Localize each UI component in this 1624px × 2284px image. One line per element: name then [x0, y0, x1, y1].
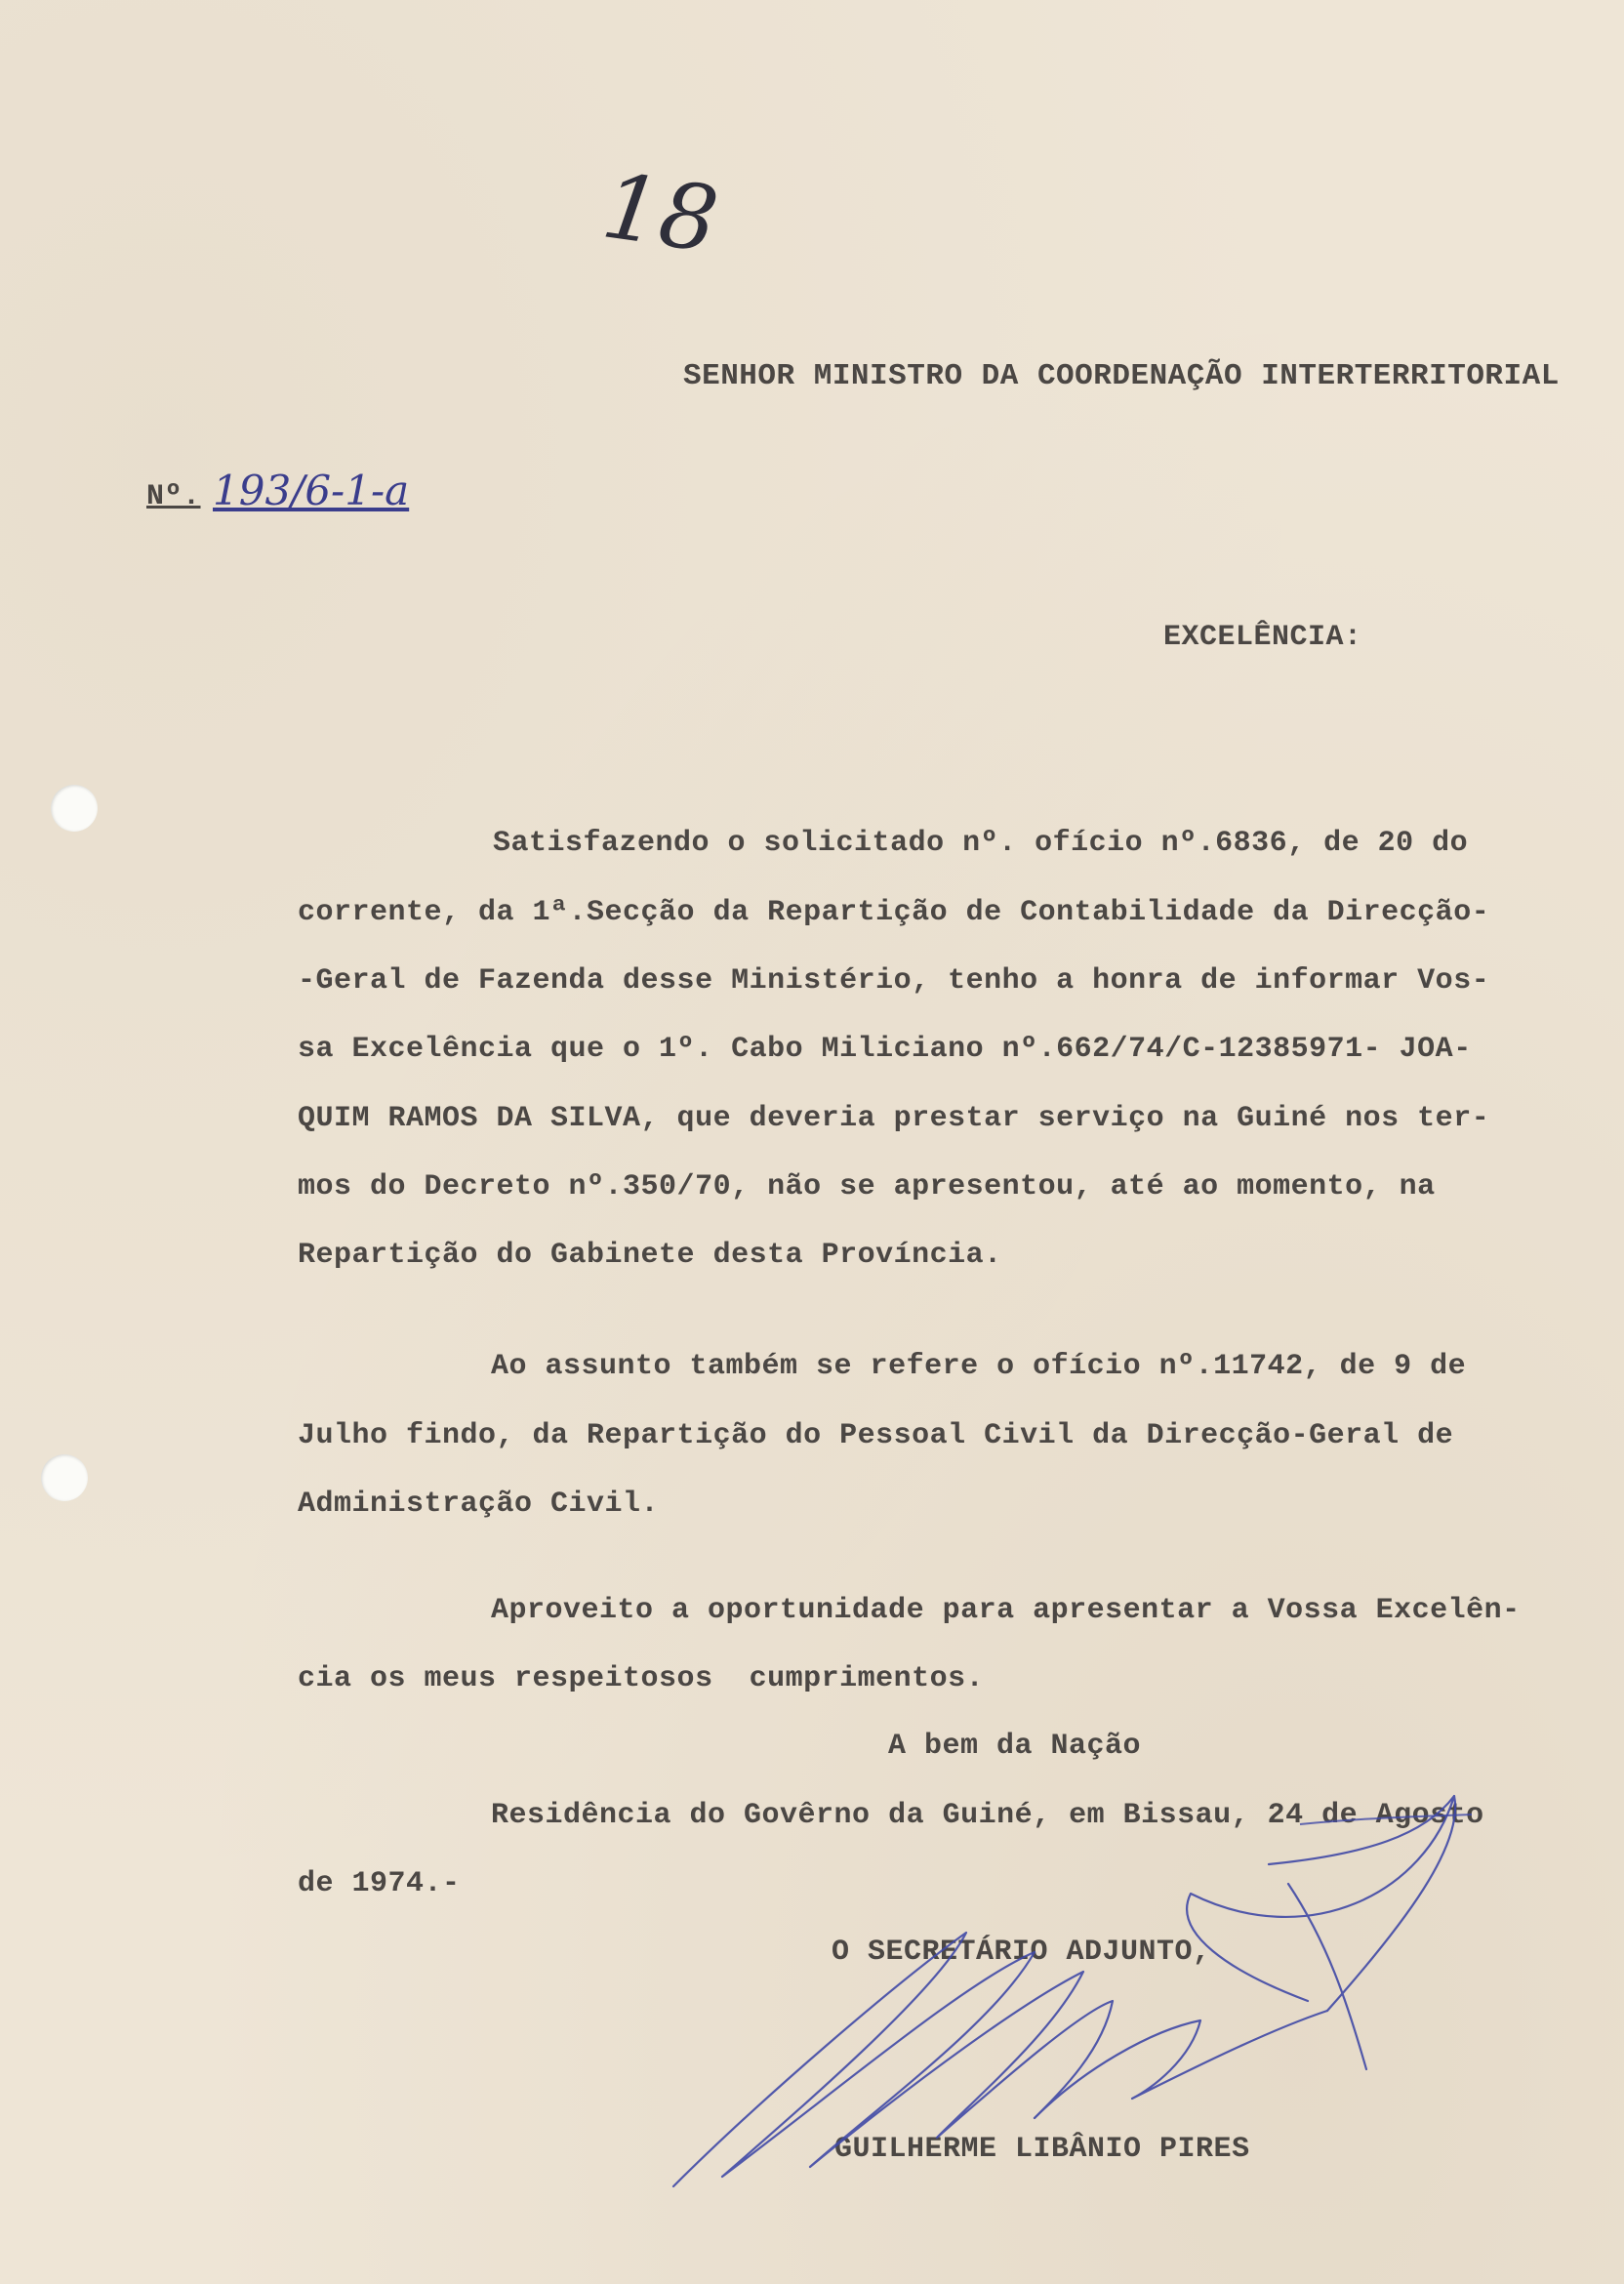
paragraph-1-line-5: QUIM RAMOS DA SILVA, que deveria prestar serviço na Guiné nos ter-	[298, 1102, 1490, 1135]
recipient-line: SENHOR MINISTRO DA COORDENAÇÃO INTERTERRITORIAL	[683, 359, 1560, 393]
folio-number: 18	[596, 153, 724, 273]
paragraph-1-line-2: corrente, da 1ª.Secção da Repartição de Contabilidade da Direcção-	[298, 896, 1490, 929]
paragraph-3-line-1: Aproveito a oportunidade para apresentar a Vossa Excelên-	[491, 1594, 1521, 1627]
salutation: EXCELÊNCIA:	[1163, 621, 1362, 654]
signer-name: GUILHERME LIBÂNIO PIRES	[834, 2133, 1250, 2166]
paragraph-1-line-6: mos do Decreto nº.350/70, não se apresentou, até ao momento, na	[298, 1170, 1436, 1203]
reference-label: Nº.	[146, 480, 201, 513]
pen-stroke-over-date	[1298, 1811, 1474, 1830]
paragraph-1-line-3: -Geral de Fazenda desse Ministério, tenho a honra de informar Vos-	[298, 964, 1490, 998]
handwritten-signature	[644, 1776, 1483, 2206]
paragraph-1-line-4: sa Excelência que o 1º. Cabo Miliciano nº.662/74/C-12385971- JOA-	[298, 1033, 1472, 1066]
paragraph-3-line-2: cia os meus respeitosos cumprimentos.	[298, 1662, 985, 1695]
signer-title: O SECRETÁRIO ADJUNTO,	[832, 1936, 1211, 1969]
paragraph-1-line-1: Satisfazendo o solicitado nº. ofício nº.6836, de 20 do	[493, 827, 1469, 860]
paragraph-2-line-2: Julho findo, da Repartição do Pessoal Civil da Direcção-Geral de	[298, 1419, 1454, 1452]
place-date-line-2: de 1974.-	[298, 1867, 461, 1900]
closing-formula: A bem da Nação	[888, 1730, 1142, 1763]
punch-hole-bottom	[41, 1454, 88, 1501]
paragraph-2-line-3: Administração Civil.	[298, 1488, 660, 1521]
place-date-line-1: Residência do Govêrno da Guiné, em Bissau, 24 de Agosto	[491, 1799, 1484, 1832]
punch-hole-top	[51, 785, 98, 832]
paragraph-2-line-1: Ao assunto também se refere o ofício nº.11742, de 9 de	[491, 1350, 1467, 1383]
reference-number-handwritten: 193/6-1-a	[213, 467, 410, 514]
paragraph-1-line-7: Repartição do Gabinete desta Província.	[298, 1239, 1002, 1272]
